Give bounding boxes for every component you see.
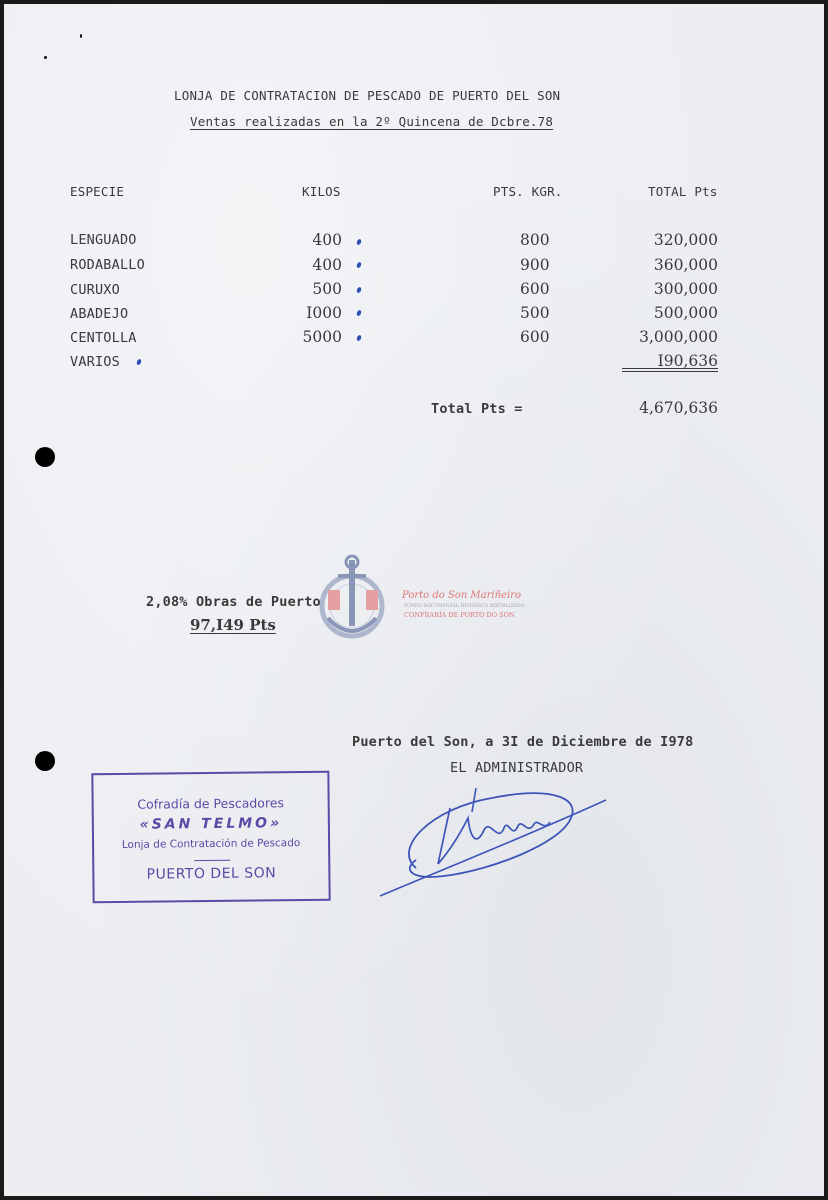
row-kilos: 500 bbox=[312, 280, 342, 298]
row-kilos: 400 bbox=[312, 256, 342, 274]
obras-amount: 97,I49 Pts bbox=[190, 616, 276, 634]
document-subtitle: Ventas realizadas en la 2º Quincena de Dcbre.78 bbox=[190, 114, 554, 129]
row-pts: 900 bbox=[520, 256, 550, 274]
row-especie: ABADEJO bbox=[70, 306, 129, 322]
check-mark bbox=[356, 309, 362, 316]
ink-speck bbox=[44, 56, 47, 59]
stamp-line-2: «SAN TELMO» bbox=[139, 815, 283, 833]
row-kilos: I000 bbox=[306, 304, 342, 322]
column-header-pts-kgr: PTS. KGR. bbox=[493, 184, 563, 199]
check-mark bbox=[356, 238, 362, 245]
check-mark bbox=[356, 286, 362, 293]
ink-speck bbox=[80, 34, 82, 38]
anchor-watermark bbox=[314, 552, 394, 650]
total-label: Total Pts = bbox=[431, 401, 523, 417]
punch-hole-upper bbox=[35, 447, 55, 467]
row-pts: 500 bbox=[520, 304, 550, 322]
watermark-name: Porto do Son Mariñeiro bbox=[402, 590, 521, 601]
column-header-kilos: KILOS bbox=[302, 184, 341, 199]
place-and-date: Puerto del Son, a 3I de Diciembre de I978 bbox=[352, 734, 694, 750]
punch-hole-lower bbox=[35, 751, 55, 771]
stamp-line-4: PUERTO DEL SON bbox=[146, 865, 277, 883]
row-kilos: 5000 bbox=[302, 328, 342, 346]
row-pts: 800 bbox=[520, 231, 550, 249]
total-value: 4,670,636 bbox=[639, 399, 718, 417]
check-mark bbox=[356, 334, 362, 341]
check-mark bbox=[136, 358, 142, 365]
row-total: 3,000,000 bbox=[639, 328, 718, 346]
row-especie: RODABALLO bbox=[70, 257, 145, 273]
stamp-line-3: Lonja de Contratación de Pescado bbox=[121, 837, 301, 851]
row-total: I90,636 bbox=[657, 352, 718, 370]
handwritten-signature bbox=[372, 778, 612, 900]
row-pts: 600 bbox=[520, 328, 550, 346]
obras-percent-line: 2,08% Obras de Puerto bbox=[146, 594, 321, 610]
row-total: 500,000 bbox=[653, 304, 718, 322]
watermark-org: CONFRARÍA DE PORTO DO SON bbox=[404, 611, 515, 619]
column-header-total: TOTAL Pts bbox=[648, 184, 718, 199]
row-total: 300,000 bbox=[653, 280, 718, 298]
signer-title: EL ADMINISTRADOR bbox=[450, 760, 584, 776]
row-kilos: 400 bbox=[312, 231, 342, 249]
stamp-line-1: Cofradía de Pescadores bbox=[137, 795, 285, 812]
check-mark bbox=[356, 261, 362, 268]
row-pts: 600 bbox=[520, 280, 550, 298]
row-especie: LENGUADO bbox=[70, 232, 137, 248]
document-title: LONJA DE CONTRATACION DE PESCADO DE PUERTO DEL SON bbox=[174, 88, 561, 103]
row-especie: VARIOS bbox=[70, 354, 120, 370]
column-header-especie: ESPECIE bbox=[70, 184, 125, 199]
watermark-tagline: FONDO DOCUMENTAL HISTÓRICO DIXITALIZADO bbox=[404, 604, 525, 609]
document-page bbox=[4, 4, 824, 1196]
cofradia-stamp bbox=[91, 771, 330, 903]
subtotal-rule-lower bbox=[622, 371, 718, 372]
row-total: 360,000 bbox=[653, 256, 718, 274]
stamp-divider bbox=[194, 860, 230, 861]
row-total: 320,000 bbox=[653, 231, 718, 249]
row-especie: CENTOLLA bbox=[70, 330, 137, 346]
row-especie: CURUXO bbox=[70, 282, 120, 298]
